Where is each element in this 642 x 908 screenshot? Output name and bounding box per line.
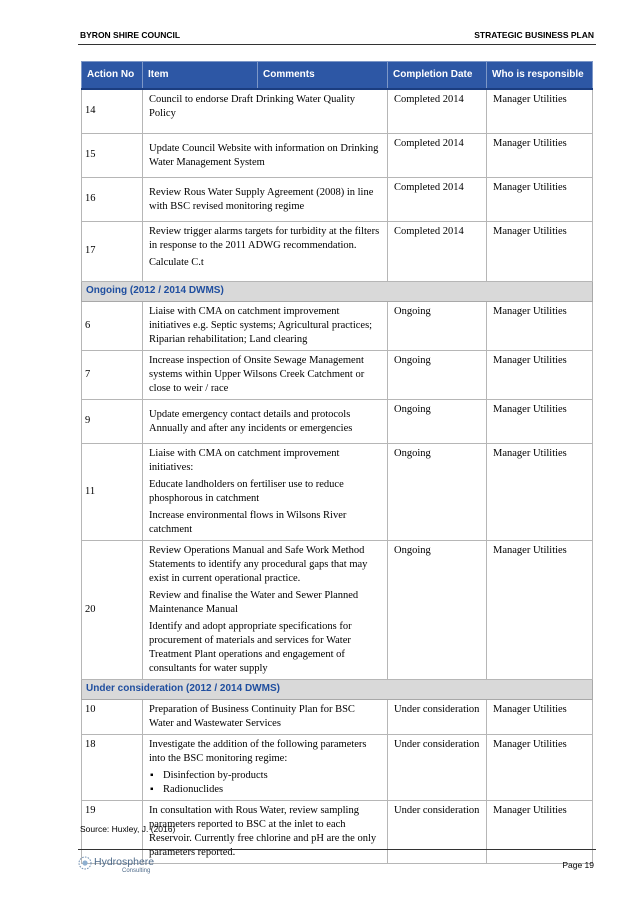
- table-row: [82, 133, 593, 177]
- table-row: [82, 177, 593, 221]
- action-number: 14: [82, 89, 143, 133]
- header-council-name: BYRON SHIRE COUNCIL: [80, 30, 181, 40]
- action-item: [143, 177, 388, 221]
- action-plan-table: [81, 61, 593, 864]
- col-header-comments: Comments: [258, 62, 388, 90]
- completion-date: Under consideration: [388, 699, 487, 734]
- responsible: Manager Utilities: [487, 221, 593, 281]
- item-text: Review trigger alarms targets for turbidity at the filters in response to the 2011 ADWG recommendation.: [149, 225, 380, 251]
- col-header-completion-date: Completion Date: [388, 62, 487, 90]
- table-row: [82, 443, 593, 540]
- action-number: 16: [82, 177, 143, 221]
- hydrosphere-logo: [78, 856, 154, 875]
- responsible: Manager Utilities: [487, 399, 593, 443]
- header-document-title: STRATEGIC BUSINESS PLAN: [474, 30, 594, 40]
- action-item: [143, 540, 388, 679]
- section-title: Ongoing (2012 / 2014 DWMS): [82, 281, 593, 301]
- item-text: Review and finalise the Water and Sewer Planned Maintenance Manual: [149, 589, 359, 615]
- item-text: Review Rous Water Supply Agreement (2008) in line with BSC revised monitoring regime: [149, 186, 374, 212]
- col-header-action-no: Action No: [82, 62, 143, 90]
- action-item: [143, 350, 388, 399]
- section-header-row: [82, 679, 593, 699]
- action-item: [143, 133, 388, 177]
- hydrosphere-logo-icon: [78, 856, 92, 870]
- item-text: Educate landholders on fertiliser use to reduce phosphorous in catchment: [149, 478, 344, 504]
- source-citation: Source: Huxley, J. (2016): [80, 824, 176, 834]
- responsible: Manager Utilities: [487, 301, 593, 350]
- table-row: [82, 399, 593, 443]
- section-header-row: [82, 281, 593, 301]
- col-header-who-responsible: Who is responsible: [487, 62, 593, 90]
- table-header-row: [82, 62, 593, 90]
- item-text: Calculate C.t: [149, 256, 204, 268]
- item-text: Liaise with CMA on catchment improvement initiatives:: [149, 447, 340, 473]
- item-text: Preparation of Business Continuity Plan for BSC Water and Wastewater Services: [149, 703, 355, 729]
- item-text: In consultation with Rous Water, review sampling parameters reported to BSC at the inlet to each Reservoir. Currently free chlorine and pH are the only parameters reported.: [149, 804, 377, 858]
- table-row: [82, 301, 593, 350]
- action-number: 15: [82, 133, 143, 177]
- responsible: Manager Utilities: [487, 177, 593, 221]
- table-row: [82, 89, 593, 133]
- item-text: Liaise with CMA on catchment improvement initiatives e.g. Septic systems; Agricultural practices; Riparian rehabilitation; Land clearing: [149, 305, 373, 345]
- action-number: 9: [82, 399, 143, 443]
- completion-date: Under consideration: [388, 800, 487, 863]
- table-row: [82, 540, 593, 679]
- logo-subtitle: Consulting: [122, 868, 151, 874]
- responsible: Manager Utilities: [487, 133, 593, 177]
- responsible: Manager Utilities: [487, 699, 593, 734]
- item-text: Increase inspection of Onsite Sewage Management systems within Upper Wilsons Creek Catchment or close to weir / race: [149, 354, 365, 394]
- responsible: Manager Utilities: [487, 734, 593, 800]
- logo-wordmark: Hydrosphere: [94, 856, 155, 868]
- table-row: [82, 350, 593, 399]
- action-item: [143, 399, 388, 443]
- completion-date: Ongoing: [388, 443, 487, 540]
- table-row: [82, 734, 593, 800]
- action-number: 20: [82, 540, 143, 679]
- completion-date: Ongoing: [388, 399, 487, 443]
- parameter-list: [149, 769, 382, 797]
- item-text: Identify and adopt appropriate specifications for procurement of materials and services for Water Treatment Plant operations and engagement of consultants for water supply: [149, 620, 352, 674]
- item-text: Increase environmental flows in Wilsons River catchment: [149, 509, 347, 535]
- action-number: 7: [82, 350, 143, 399]
- action-item: [143, 443, 388, 540]
- completion-date: Completed 2014: [388, 133, 487, 177]
- action-number: 19: [82, 800, 143, 863]
- page-number: Page 19: [562, 860, 594, 870]
- completion-date: Ongoing: [388, 540, 487, 679]
- action-item: [143, 699, 388, 734]
- responsible: Manager Utilities: [487, 443, 593, 540]
- responsible: Manager Utilities: [487, 89, 593, 133]
- action-item: [143, 301, 388, 350]
- completion-date: Ongoing: [388, 350, 487, 399]
- item-text: Update Council Website with information on Drinking Water Management System: [149, 142, 379, 168]
- action-item: [143, 800, 388, 863]
- action-number: 17: [82, 221, 143, 281]
- section-title: Under consideration (2012 / 2014 DWMS): [82, 679, 593, 699]
- responsible: Manager Utilities: [487, 800, 593, 863]
- item-text: Update emergency contact details and protocols Annually and after any incidents or emergencies: [149, 408, 353, 434]
- action-number: 10: [82, 699, 143, 734]
- action-item: [143, 89, 388, 133]
- action-number: 6: [82, 301, 143, 350]
- action-number: 11: [82, 443, 143, 540]
- responsible: Manager Utilities: [487, 540, 593, 679]
- item-text: Review Operations Manual and Safe Work Method Statements to identify any procedural gaps that may exist in current operational practice.: [149, 544, 368, 584]
- completion-date: Completed 2014: [388, 177, 487, 221]
- list-item: ▪ Radionuclides: [163, 783, 382, 797]
- footer-rule: [78, 849, 596, 850]
- completion-date: Ongoing: [388, 301, 487, 350]
- col-header-item: Item: [143, 62, 258, 90]
- item-text: Council to endorse Draft Drinking Water Quality Policy: [149, 94, 355, 119]
- table-row: [82, 699, 593, 734]
- item-text: Investigate the addition of the following parameters into the BSC monitoring regime:: [149, 738, 367, 764]
- action-item: [143, 734, 388, 800]
- completion-date: Completed 2014: [388, 221, 487, 281]
- list-item: ▪ Disinfection by-products: [163, 769, 382, 783]
- table-row: [82, 221, 593, 281]
- completion-date: Under consideration: [388, 734, 487, 800]
- action-item: [143, 221, 388, 281]
- responsible: Manager Utilities: [487, 350, 593, 399]
- header-rule: [78, 44, 596, 45]
- completion-date: Completed 2014: [388, 89, 487, 133]
- action-number: 18: [82, 734, 143, 800]
